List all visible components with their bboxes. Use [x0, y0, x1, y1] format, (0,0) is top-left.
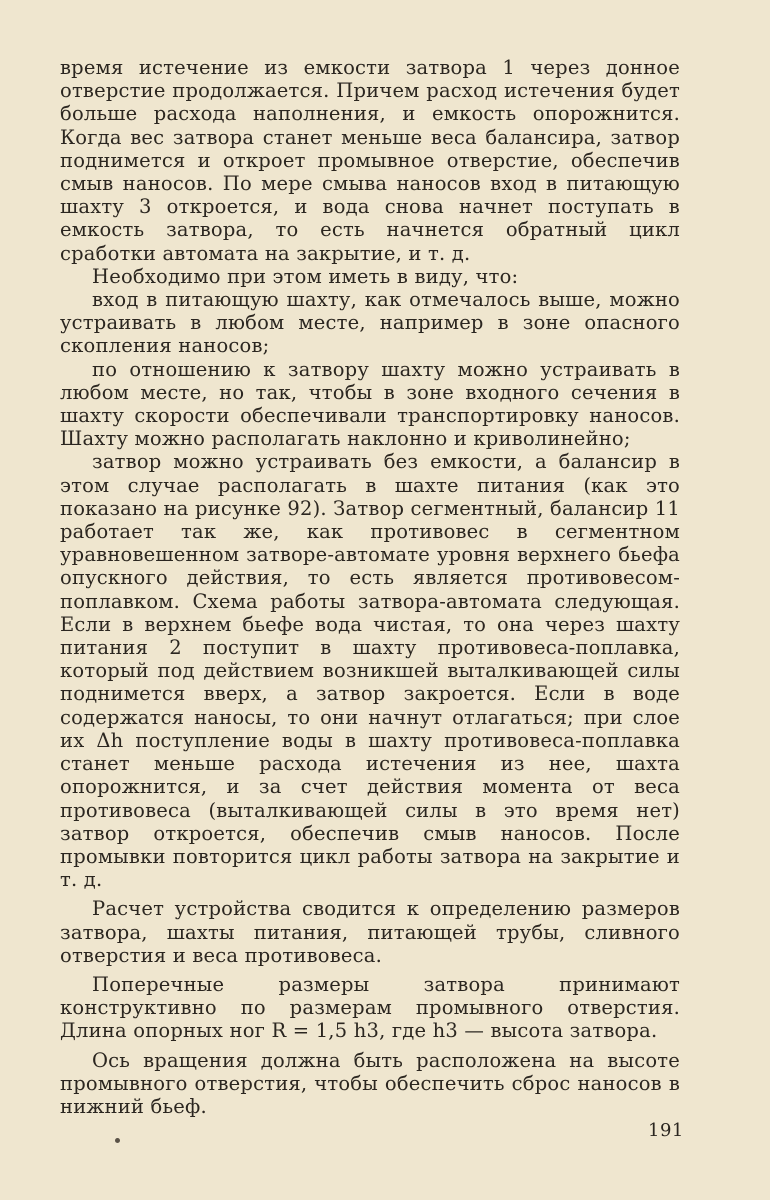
paragraph-3: вход в питающую шахту, как отмечалось выше, можно устраивать в любом месте, например в зоне опасного скопления наносов; [60, 288, 680, 358]
paragraph-4: по отношению к затвору шахту можно устраивать в любом месте, но так, чтобы в зоне входного сечения в шахту скорости обеспечивали транспортировку наносов. Шахту можно располагать наклонно и криволинейно; [60, 357, 680, 451]
paragraph-8: Ось вращения должна быть расположена на высоте промывного отверстия, чтобы обеспечить сброс наносов в нижний бьеф. [60, 1048, 680, 1118]
paragraph-1: время истечение из емкости затвора 1 через донное отверстие продолжается. Причем расход истечения будет больше расхода наполнения, и емкость опорожнится. Когда вес затвора станет меньше веса балансира, затвор поднимется и откроет промывное отверстие, обеспечив смыв наносов. По мере смыва наносов вход в питающую шахту 3 откроется, и вода снова начнет поступать в емкость затвора, то есть начнется обратный цикл сработки автомата на закрытие, и т. д. [60, 56, 680, 265]
paragraph-5: затвор можно устраивать без емкости, а балансир в этом случае располагать в шахте питания (как это показано на рисунке 92). Затвор сегментный, балансир 11 работает так же, как противовес в сегментном уравновешенном затворе-автомате уровня верхнего бьефа опускного действия, то есть является противовесом-поплавком. Схема работы затвора-автомата следующая. Если в верхнем бьефе вода чистая, то она через шахту питания 2 поступит в шахту противовеса-поплавка, который под действием возникшей выталкивающей силы поднимется вверх, а затвор закроется. Если в воде содержатся наносы, то они начнут отлагаться; при слое их Δh поступление воды в шахту противовеса-поплавка станет меньше расхода истечения из нее, шахта опорожнится, и за счет действия момента от веса противовеса (выталкивающей силы в это время нет) затвор откроется, обеспечив смыв наносов. После промывки повторится цикл работы затвора на закрытие и т. д. [60, 450, 681, 892]
page-number: 191 [648, 1120, 684, 1141]
body-text [60, 56, 680, 1118]
paragraph-2: Необходимо при этом иметь в виду, что: [92, 264, 519, 288]
paragraph-6: Расчет устройства сводится к определению размеров затвора, шахты питания, питающей трубы, сливного отверстия и веса противовеса. [60, 897, 680, 967]
paragraph-7: Поперечные размеры затвора принимают конструктивно по размерам промывного отверстия. Длина опорных ног R = 1,5 h3, где h3 — высота затвора. [60, 972, 680, 1043]
print-speck [115, 1138, 120, 1143]
